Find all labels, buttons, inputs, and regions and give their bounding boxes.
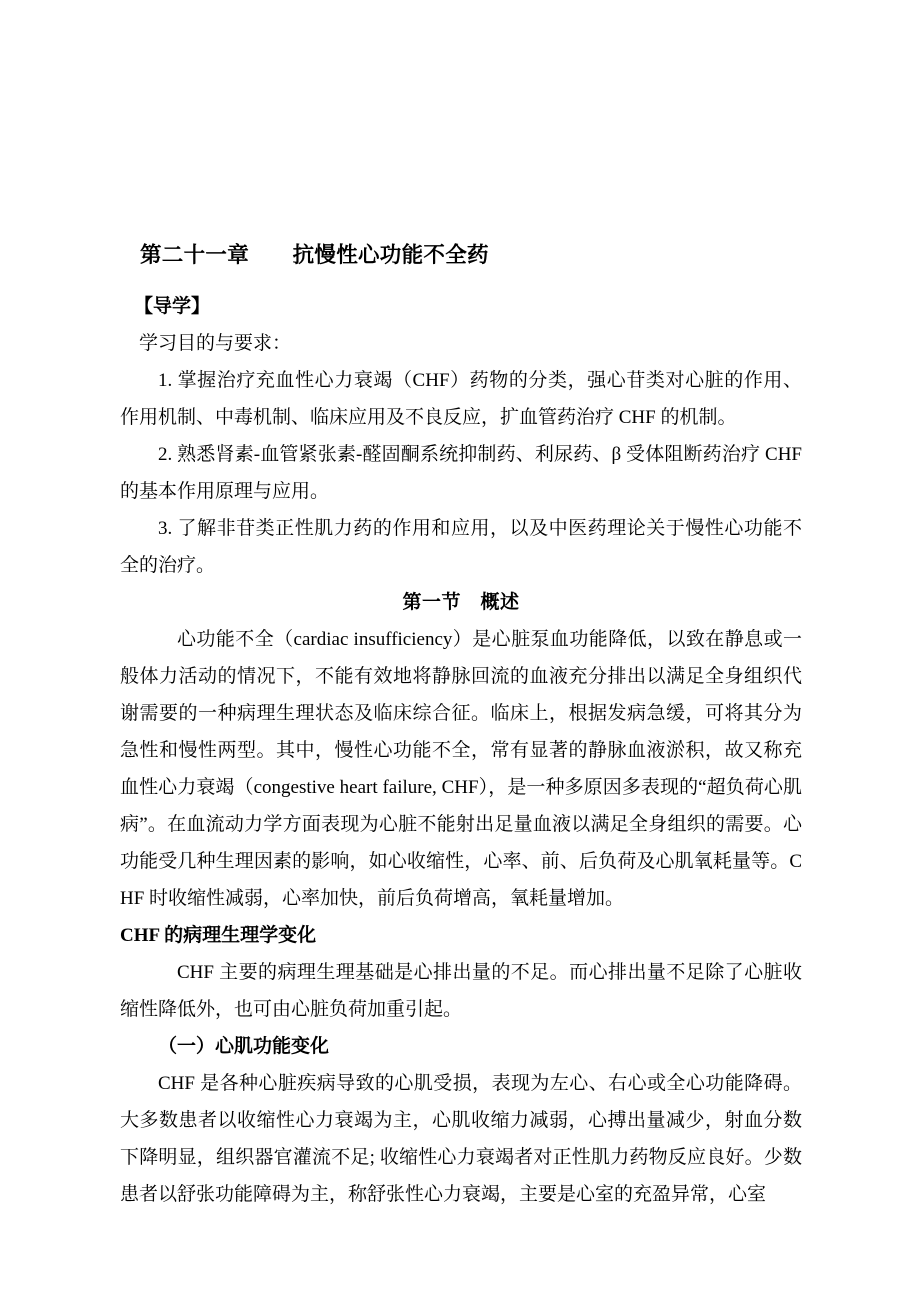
objective-item-1: 1. 掌握治疗充血性心力衰竭（CHF）药物的分类，强心苷类对心脏的作用、作用机制、中毒机制、临床应用及不良反应，扩血管药治疗 CHF 的机制。 (120, 370, 802, 428)
pathophysiology-paragraph: CHF 主要的病理生理基础是心排出量的不足。而心排出量不足除了心脏收缩性降低外，也可由心脏负荷加重引起。 (120, 962, 802, 1020)
subsection-heading-myocardial-function: （一）心肌功能变化 (158, 1036, 330, 1057)
page-content (120, 238, 802, 1213)
section-heading-one: 第一节 概述 (402, 592, 520, 613)
objective-item-2: 2. 熟悉肾素-血管紧张素-醛固酮系统抑制药、利尿药、β 受体阻断药治疗 CHF 的基本作用原理与应用。 (120, 444, 802, 502)
guide-marker: 【导学】 (134, 296, 211, 317)
section-one-paragraph-1: 心功能不全（cardiac insufficiency）是心脏泵血功能降低，以致在静息或一般体力活动的情况下，不能有效地将静脉回流的血液充分排出以满足全身组织代谢需要的一种病理生理状态及临床综合征。临床上，根据发病急缓，可将其分为急性和慢性两型。其中，慢性心功能不全，常有显著的静脉血液淤积，故又称充血性心力衰竭（congestive heart failure, CHF），是一种多原因多表现的“超负荷心肌病”。在血流动力学方面表现为心脏不能射出足量血液以满足全身组织的需要。心功能受几种生理因素的影响，如心收缩性，心率、前、后负荷及心肌氧耗量等。CHF 时收缩性减弱，心率加快，前后负荷增高，氧耗量增加。 (120, 629, 802, 909)
chapter-title: 第二十一章 抗慢性心功能不全药 (140, 243, 489, 267)
subsection-paragraph-myocardial-function: CHF 是各种心脏疾病导致的心肌受损，表现为左心、右心或全心功能降碍。大多数患者以收缩性心力衰竭为主，心肌收缩力减弱，心搏出量减少，射血分数下降明显，组织器官灌流不足; 收缩性心力衰竭者对正性肌力药物反应良好。少数患者以舒张功能障碍为主，称舒张性心力衰竭，主要是心室的充盈异常，心室 (120, 1073, 802, 1205)
objective-item-3: 3. 了解非苷类正性肌力药的作用和应用，以及中医药理论关于慢性心功能不全的治疗。 (120, 518, 802, 576)
pathophysiology-heading: CHF 的病理生理学变化 (120, 925, 317, 946)
guide-intro: 学习目的与要求： (139, 333, 292, 354)
